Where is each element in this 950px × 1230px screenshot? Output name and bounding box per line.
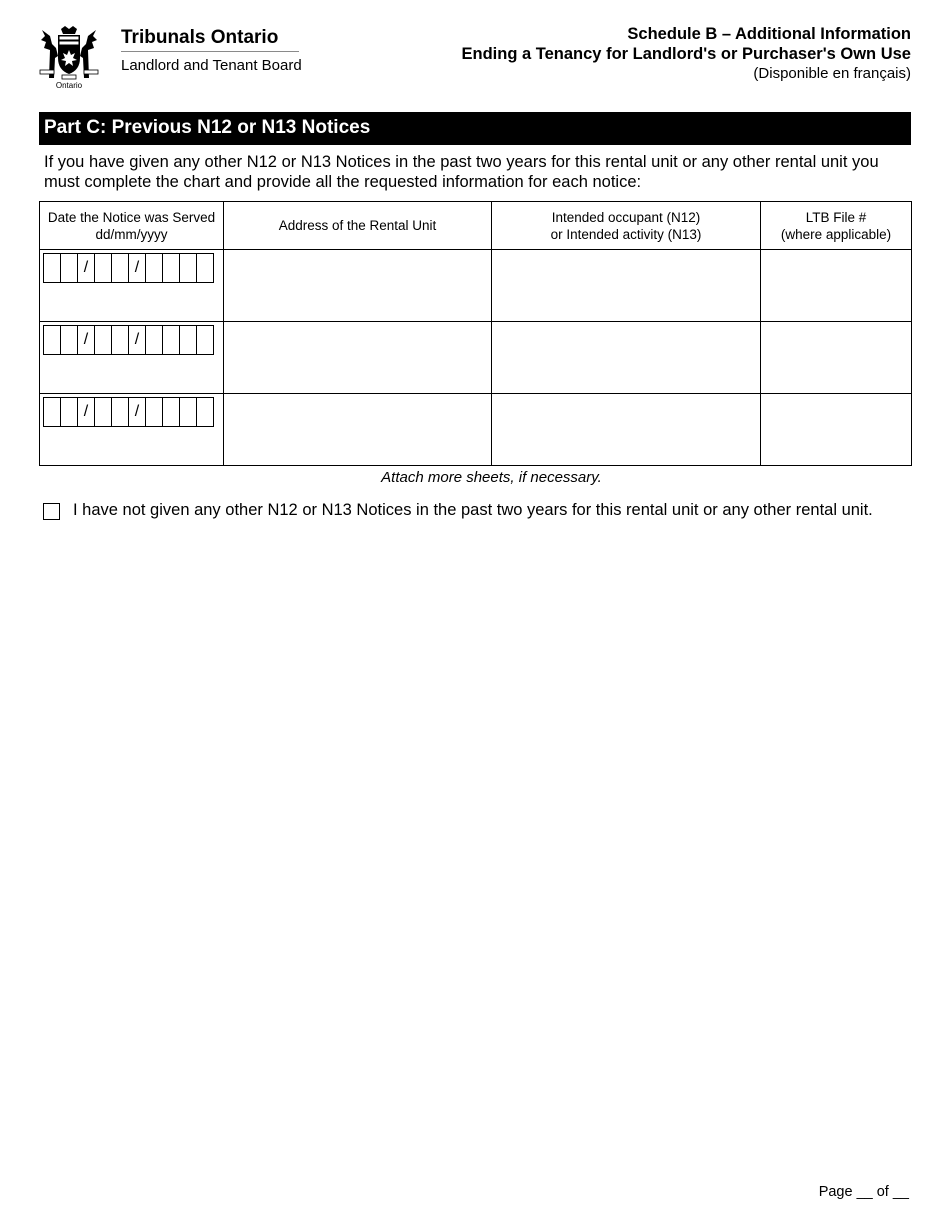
column-header-address: Address of the Rental Unit — [224, 202, 492, 250]
organization-name: Tribunals Ontario — [121, 27, 279, 48]
intended-cell[interactable] — [492, 250, 761, 322]
day-digit-box[interactable] — [60, 397, 77, 427]
date-served-cell — [40, 322, 224, 394]
organization-divider — [121, 51, 299, 52]
part-c-title: Part C: Previous N12 or N13 Notices — [39, 112, 911, 145]
ontario-coat-of-arms-logo — [36, 26, 102, 92]
schedule-subtitle: Ending a Tenancy for Landlord's or Purchaser's Own Use — [461, 44, 911, 63]
day-digit-box[interactable] — [43, 325, 60, 355]
part-c-instructions: If you have given any other N12 or N13 Notices in the past two years for this rental unit or any other rental unit you must complete the chart and provide all the requested information for each notice: — [44, 153, 879, 191]
address-cell[interactable] — [224, 322, 492, 394]
ltb-file-cell[interactable] — [761, 394, 912, 466]
table-row — [40, 322, 912, 394]
month-digit-box[interactable] — [94, 325, 111, 355]
date-served-cell — [40, 394, 224, 466]
day-digit-box[interactable] — [43, 397, 60, 427]
month-digit-box[interactable] — [94, 253, 111, 283]
column-header-ltb-file: LTB File # (where applicable) — [761, 202, 912, 250]
page-header — [0, 0, 950, 100]
no-previous-notices-option[interactable] — [43, 500, 873, 520]
schedule-heading — [462, 25, 911, 83]
address-cell[interactable] — [224, 394, 492, 466]
page-number: Page __ of __ — [818, 1184, 909, 1200]
ltb-file-cell[interactable] — [761, 250, 912, 322]
previous-notices-table — [39, 201, 912, 466]
date-separator: / — [77, 325, 94, 355]
year-digit-box[interactable] — [196, 325, 214, 355]
year-digit-box[interactable] — [162, 253, 179, 283]
date-served-field[interactable] — [43, 397, 223, 427]
no-previous-notices-checkbox[interactable] — [43, 503, 60, 520]
attach-sheets-note: Attach more sheets, if necessary. — [381, 469, 602, 486]
year-digit-box[interactable] — [179, 325, 196, 355]
coat-of-arms-icon — [36, 26, 102, 82]
day-digit-box[interactable] — [43, 253, 60, 283]
month-digit-box[interactable] — [111, 397, 128, 427]
ltb-file-cell[interactable] — [761, 322, 912, 394]
logo-caption: Ontario — [55, 81, 83, 90]
column-header-intended: Intended occupant (N12) or Intended activity (N13) — [492, 202, 761, 250]
year-digit-box[interactable] — [179, 397, 196, 427]
year-digit-box[interactable] — [179, 253, 196, 283]
year-digit-box[interactable] — [145, 397, 162, 427]
month-digit-box[interactable] — [111, 325, 128, 355]
organization-subtitle: Landlord and Tenant Board — [121, 57, 302, 74]
schedule-title: Schedule B – Additional Information — [627, 25, 911, 43]
year-digit-box[interactable] — [145, 253, 162, 283]
language-note: (Disponible en français) — [753, 65, 911, 82]
year-digit-box[interactable] — [196, 253, 214, 283]
address-cell[interactable] — [224, 250, 492, 322]
day-digit-box[interactable] — [60, 325, 77, 355]
date-served-field[interactable] — [43, 325, 223, 355]
date-served-cell — [40, 250, 224, 322]
intended-cell[interactable] — [492, 322, 761, 394]
no-previous-notices-label: I have not given any other N12 or N13 Notices in the past two years for this rental unit or any other rental unit. — [73, 501, 873, 519]
day-digit-box[interactable] — [60, 253, 77, 283]
date-separator: / — [77, 397, 94, 427]
table-header-row — [40, 202, 912, 250]
date-separator: / — [128, 253, 145, 283]
date-separator: / — [77, 253, 94, 283]
table-row — [40, 394, 912, 466]
year-digit-box[interactable] — [162, 325, 179, 355]
month-digit-box[interactable] — [111, 253, 128, 283]
year-digit-box[interactable] — [145, 325, 162, 355]
date-separator: / — [128, 397, 145, 427]
date-separator: / — [128, 325, 145, 355]
intended-cell[interactable] — [492, 394, 761, 466]
column-header-date: Date the Notice was Served dd/mm/yyyy — [40, 202, 224, 250]
date-served-field[interactable] — [43, 253, 223, 283]
month-digit-box[interactable] — [94, 397, 111, 427]
year-digit-box[interactable] — [196, 397, 214, 427]
year-digit-box[interactable] — [162, 397, 179, 427]
table-row — [40, 250, 912, 322]
organization-block — [121, 26, 302, 75]
